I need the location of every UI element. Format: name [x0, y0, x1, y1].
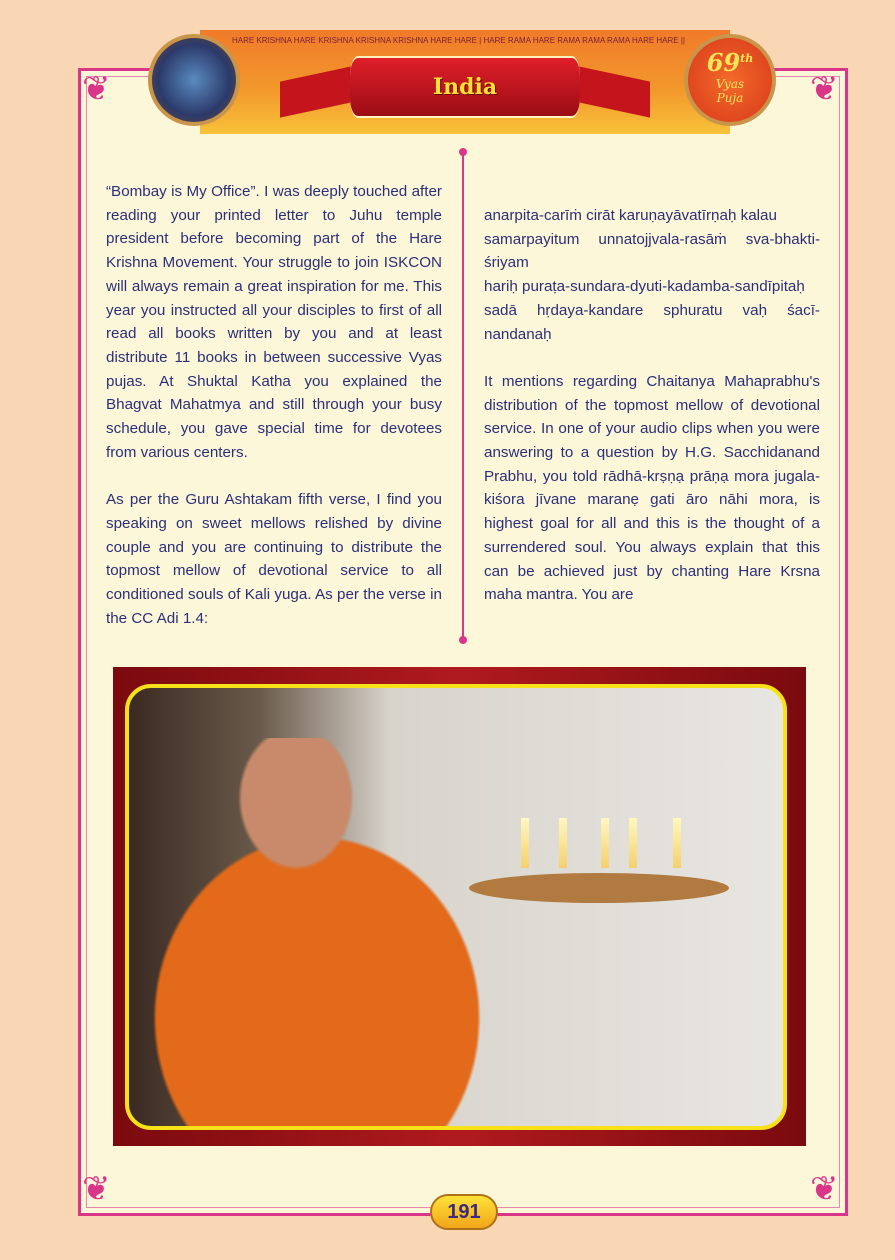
verse-line: sadā hṛdaya-kandare sphuratu vaḥ śacī-nandanaḥ [484, 301, 820, 343]
right-column [484, 204, 820, 631]
corner-ornament-icon: ❦ [810, 70, 839, 108]
lamp-plate [469, 873, 729, 903]
vyas-puja-badge [684, 34, 776, 126]
page-number: 191 [430, 1194, 498, 1230]
left-column [106, 180, 442, 654]
paragraph: “Bombay is My Office”. I was deeply touched after reading your printed letter to Juhu temple president before becoming part of the Hare Krishna Movement. Your struggle to join ISKCON will always remain a great inspiration for me. This year you instructed all your disciples to first of all read all books written by you and at least distribute 11 books in between successive Vyas pujas. At Shuktal Katha you explained the Bhagvat Mahatmya and still through your busy schedule, you gave special time for devotees from various centers. [106, 183, 442, 461]
badge-line1: Vyas [715, 77, 745, 91]
badge-suffix: th [740, 52, 754, 65]
verse-line: samarpayitum unnatojjvala-rasāṁ sva-bhakti-śriyam [484, 230, 820, 272]
arati-photo [125, 684, 787, 1130]
header-banner [200, 30, 730, 134]
mantra-text: HARE KRISHNA HARE KRISHNA KRISHNA KRISHNA HARE HARE | HARE RAMA HARE RAMA RAMA RAMA HARE HARE || [232, 36, 686, 45]
photo-subject [149, 738, 569, 1130]
corner-ornament-icon: ❦ [82, 70, 111, 108]
section-title: India [432, 74, 498, 100]
badge-number: 69 [706, 48, 741, 77]
candle-icon [601, 818, 609, 868]
badge-line2: Puja [716, 91, 744, 105]
paragraph: It mentions regarding Chaitanya Mahaprabhu's distribution of the topmost mellow of devotional service. In one of your audio clips when you were answering to a question by H.G. Sacchidanand Prabhu, you told rādhā-krṣṇạ prāṇạ mora jugala-kiśora jīvane maranẹ gati āro nāhi mora, is highest goal for all and this is the thought of a surrendered soul. You always explain that this can be achieved just by chanting Hare Krsna maha mantra. You are [484, 372, 820, 604]
photo-frame [113, 667, 806, 1146]
verse-line: hariḥ puraṭa-sundara-dyuti-kadamba-sandīpitaḥ [484, 278, 805, 296]
corner-ornament-icon: ❦ [82, 1170, 111, 1208]
candle-icon [673, 818, 681, 868]
paragraph: As per the Guru Ashtakam fifth verse, I find you speaking on sweet mellows relished by divine couple and you are continuing to distribute the topmost mellow of devotional service to all conditioned souls of Kali yuga. As per the verse in the CC Adi 1.4: [106, 491, 442, 627]
title-ribbon [350, 56, 580, 118]
candle-icon [559, 818, 567, 868]
column-divider [462, 152, 464, 640]
candle-icon [629, 818, 637, 868]
verse-line: anarpita-carīṁ cirāt karuṇayāvatīrṇaḥ kalau [484, 207, 777, 224]
corner-ornament-icon: ❦ [810, 1170, 839, 1208]
candle-icon [521, 818, 529, 868]
deity-medallion-image [148, 34, 240, 126]
